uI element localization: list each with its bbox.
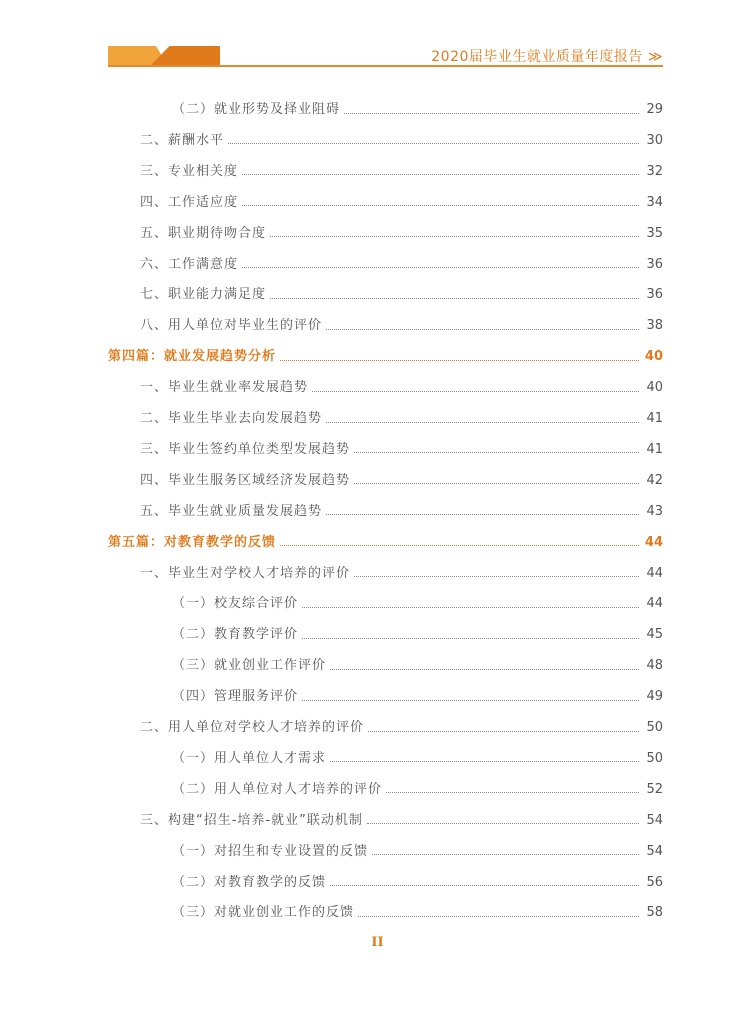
toc-entry-label: 二、薪酬水平 [140,132,225,148]
toc-dot-leader [242,193,639,206]
toc-entry[interactable] [0,222,755,244]
toc-entry[interactable] [0,809,755,831]
page-header [0,0,755,80]
toc-dot-leader [330,873,639,886]
toc-entry-page: 45 [646,627,663,643]
toc-dot-leader [302,595,639,608]
toc-entry-page: 40 [646,380,663,396]
toc-entry-label: 七、职业能力满足度 [140,287,267,303]
toc-entry-label: 一、毕业生对学校人才培养的评价 [140,565,351,581]
toc-entry-label: 五、毕业生就业质量发展趋势 [140,503,323,519]
toc-dot-leader [354,471,639,484]
toc-dot-leader [368,719,639,732]
toc-entry[interactable] [0,531,755,553]
toc-dot-leader [358,904,639,917]
toc-entry[interactable] [0,98,755,120]
toc-entry[interactable] [0,500,755,522]
toc-dot-leader [242,162,639,175]
toc-entry-page: 34 [646,194,663,210]
toc-entry-label: 三、构建“招生-培养-就业”联动机制 [140,812,363,828]
toc-dot-leader [312,379,639,392]
toc-dot-leader [354,440,639,453]
toc-entry-page: 54 [646,843,663,859]
toc-entry[interactable] [0,469,755,491]
toc-entry-page: 29 [646,102,663,117]
toc-dot-leader [326,410,639,423]
toc-entry-page: 56 [646,874,663,890]
toc-entry-page: 43 [646,503,663,519]
toc-dot-leader [344,101,639,114]
toc-entry-page: 30 [646,132,663,148]
toc-entry-label: 六、工作满意度 [140,256,239,272]
toc-entry-label: 四、毕业生服务区域经济发展趋势 [140,472,351,488]
toc-entry-page: 41 [646,441,663,457]
toc-entry[interactable] [0,623,755,645]
toc-entry[interactable] [0,747,755,769]
toc-entry-page: 38 [646,318,663,334]
toc-entry-page: 44 [644,534,663,550]
toc-dot-leader [280,533,639,546]
toc-dot-leader [270,286,639,299]
toc-dot-leader [326,502,639,515]
toc-dot-leader [330,657,639,670]
toc-entry[interactable] [0,283,755,305]
toc-dot-leader [302,626,639,639]
toc-entry[interactable] [0,345,755,367]
toc-entry-page: 44 [646,565,663,581]
toc-entry-page: 49 [646,689,663,705]
toc-entry-label: （二）用人单位对人才培养的评价 [172,781,383,797]
toc-entry[interactable] [0,654,755,676]
toc-entry-label: 第五篇：对教育教学的反馈 [108,534,277,550]
toc-dot-leader [270,224,639,237]
toc-entry-label: 五、职业期待吻合度 [140,225,267,241]
toc-entry[interactable] [0,160,755,182]
toc-entry[interactable] [0,129,755,151]
toc-entry[interactable] [0,562,755,584]
toc-entry[interactable] [0,778,755,800]
toc-entry-page: 40 [644,349,663,365]
toc-entry-page: 52 [646,781,663,797]
toc-dot-leader [372,842,639,855]
toc-entry-page: 36 [646,256,663,272]
toc-entry-page: 44 [646,596,663,612]
toc-entry[interactable] [0,901,755,923]
toc-entry-label: 二、毕业生毕业去向发展趋势 [140,411,323,426]
toc-dot-leader [280,348,639,361]
toc-entry[interactable] [0,191,755,213]
toc-entry[interactable] [0,685,755,707]
toc-entry-page: 35 [646,225,663,241]
toc-entry-page: 50 [646,750,663,766]
toc-entry-page: 42 [646,472,663,488]
toc-dot-leader [228,131,639,144]
toc-entry-label: 三、专业相关度 [140,163,239,179]
toc-entry-page: 41 [646,411,663,426]
toc-entry[interactable] [0,314,755,336]
toc-entry-label: 一、毕业生就业率发展趋势 [140,380,309,396]
toc-entry[interactable] [0,840,755,862]
toc-entry-page: 58 [646,905,663,921]
toc-entry-page: 32 [646,163,663,179]
report-title: 2020届毕业生就业质量年度报告 ≫ [431,49,663,65]
toc-entry[interactable] [0,438,755,460]
toc-entry-label: 八、用人单位对毕业生的评价 [140,318,323,334]
toc-entry-label: （二）对教育教学的反馈 [172,874,327,890]
toc-entry-label: 二、用人单位对学校人才培养的评价 [140,720,365,735]
toc-dot-leader [326,317,639,330]
toc-entry-label: （三）就业创业工作评价 [172,658,327,674]
toc-entry-label: （一）用人单位人才需求 [172,750,327,766]
toc-entry[interactable] [0,376,755,398]
toc-dot-leader [330,749,639,762]
toc-dot-leader [386,780,639,793]
toc-entry-label: 三、毕业生签约单位类型发展趋势 [140,441,351,457]
toc-entry-label: （一）校友综合评价 [172,596,299,612]
toc-entry-label: 四、工作适应度 [140,194,239,210]
toc-entry-label: （三）对就业创业工作的反馈 [172,905,355,921]
toc-entry-page: 50 [646,720,663,735]
header-accent-bar-dark [150,46,220,66]
toc-entry[interactable] [0,871,755,893]
toc-entry-label: （一）对招生和专业设置的反馈 [172,843,369,859]
toc-dot-leader [354,564,639,577]
toc-entry[interactable] [0,716,755,738]
toc-entry-label: （二）教育教学评价 [172,627,299,643]
toc-entry-label: （二）就业形势及择业阻碍 [172,102,341,117]
toc-entry[interactable] [0,407,755,429]
toc-entry[interactable] [0,592,755,614]
page-number: II [371,935,384,950]
toc-dot-leader [367,811,639,824]
toc-dot-leader [242,255,639,268]
toc-dot-leader [302,688,639,701]
toc-entry-page: 54 [646,812,663,828]
toc-entry-label: 第四篇：就业发展趋势分析 [108,349,277,365]
toc-entry-label: （四）管理服务评价 [172,689,299,705]
toc-entry-page: 36 [646,287,663,303]
toc-entry[interactable] [0,253,755,275]
toc-entry-page: 48 [646,658,663,674]
